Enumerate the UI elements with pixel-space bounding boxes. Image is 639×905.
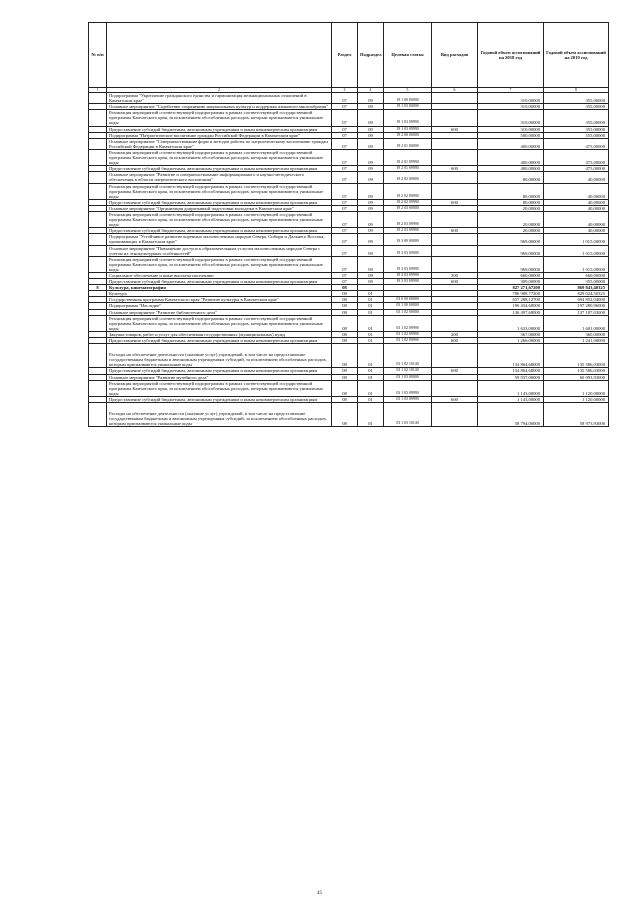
budget-table-page [88,22,608,427]
row-amount-2018: 1 266,00000 [478,338,544,344]
row-name: Реализация мероприятий соответствующей подпрограммы в рамках соответствующей государственной программы Камчатского края, за исключением обособленных расходов, которым присваиваются уникальные коды [107,315,332,331]
row-razdel: 07 [332,166,358,172]
row-amount-2019: 40,00000 [544,172,609,183]
row-amount-2019: 40,00000 [544,183,609,199]
row-target-article: 19 2 02 00000 [384,172,432,183]
row-amount-2018: 400,00000 [478,138,544,149]
row-target-article: 19 2 03 00000 [384,205,432,211]
row-expense-type: 600 [432,279,478,285]
row-name: Основное мероприятие "Совершенствование форм и методов работы по патриотическому воспитанию граждан Российской Федерации в Камчатском крае" [107,138,332,149]
row-amount-2019: 197 280,96000 [544,303,609,309]
row-target-article: 19 3 03 09990 [384,273,432,279]
row-number [89,110,107,126]
row-name: Предоставление субсидий бюджетным, автономным учреждениям и иным некоммерческим организациям [107,396,332,402]
row-number [89,344,107,368]
row-podrazdel: 09 [358,93,384,104]
row-podrazdel: 09 [358,183,384,199]
row-name: Основное мероприятие "Развитие библиотечного дела" [107,309,332,315]
row-target-article: 03 1 02 09990 [384,331,432,337]
row-amount-2019: 1 120,00000 [544,380,609,396]
row-number [89,172,107,183]
row-amount-2019: 694 852,04000 [544,297,609,303]
row-amount-2018: 400,00000 [478,149,544,165]
row-expense-type [432,93,478,104]
row-podrazdel: 09 [358,199,384,205]
header-target-article: Целевая статья [384,23,432,88]
row-target-article: 03 1 02 00000 [384,309,432,315]
row-podrazdel: 01 [358,368,384,374]
row-expense-type [432,315,478,331]
col-number: 1 [89,88,107,93]
row-podrazdel: 09 [358,132,384,138]
row-amount-2018: 1 633,00000 [478,315,544,331]
row-amount-2018: 969,00000 [478,234,544,245]
row-name: Государственная программа Камчатского края "Развитие культуры в Камчатском крае" [107,297,332,303]
row-podrazdel: 01 [358,291,384,297]
row-amount-2019: 1 120,00000 [544,396,609,402]
table-header-row [89,23,609,88]
row-razdel: 07 [332,234,358,245]
row-podrazdel: 09 [358,104,384,110]
row-name: Предоставление субсидий бюджетным, автономным учреждениям и иным некоммерческим организациям [107,228,332,234]
row-podrazdel: 01 [358,297,384,303]
row-expense-type: 600 [432,199,478,205]
table-row [89,245,609,256]
row-target-article: 03 1 02 10140 [384,344,432,368]
row-amount-2018: 20,00000 [478,205,544,211]
row-amount-2019: 40,00000 [544,199,609,205]
row-amount-2018: 136 497,68000 [478,309,544,315]
row-razdel: 08 [332,368,358,374]
row-podrazdel: 09 [358,228,384,234]
row-expense-type: 600 [432,126,478,132]
row-razdel: 08 [332,344,358,368]
row-target-article: 19 1 03 00000 [384,104,432,110]
row-amount-2019: 869 843,40325 [544,285,609,291]
table-row [89,344,609,368]
row-target-article: 03 1 00 00000 [384,303,432,309]
row-razdel: 07 [332,132,358,138]
row-name: Реализация мероприятий соответствующей подпрограммы в рамках соответствующей государственной программы Камчатского края, за исключением обособленных расходов, которым присваиваются уникальные коды [107,256,332,272]
row-target-article: 19 3 00 00000 [384,234,432,245]
row-name: Закупка товаров, работ и услуг для обеспечения государственных (муниципальных) нужд [107,331,332,337]
row-amount-2019: 660,00000 [544,273,609,279]
row-name: Реализация мероприятий соответствующей подпрограммы в рамках соответствующей государственной программы Камчатского края, за исключением обособленных расходов, которым присваиваются уникальные коды [107,110,332,126]
row-name: Предоставление субсидий бюджетным, автономным учреждениям и иным некоммерческим организациям [107,166,332,172]
row-target-article: 03 1 03 10140 [384,402,432,426]
row-amount-2018: 786 988,77200 [478,291,544,297]
row-number [89,149,107,165]
row-razdel: 08 [332,315,358,331]
row-amount-2019: 40,00000 [544,228,609,234]
row-number [89,93,107,104]
row-razdel: 08 [332,309,358,315]
page-number: 45 [317,891,322,896]
row-amount-2018: 500,00000 [478,132,544,138]
row-expense-type [432,380,478,396]
row-name: Основное мероприятие "Повышение доступа к образовательным услугам малочисленных народов Севера с учетом их этнокультурных особенностей" [107,245,332,256]
row-expense-type: 600 [432,228,478,234]
row-amount-2019: 355,00000 [544,104,609,110]
row-target-article: 19 1 03 09990 [384,110,432,126]
row-name: Предоставление субсидий бюджетным, автономным учреждениям и иным некоммерческим организациям [107,279,332,285]
row-target-article: 03 1 03 09990 [384,396,432,402]
row-amount-2018: 80,00000 [478,199,544,205]
row-amount-2019: 135 586,03000 [544,344,609,368]
header-razdel: Раздел [332,23,358,88]
row-amount-2018: 20,00000 [478,211,544,227]
row-amount-2018: 660,00000 [478,273,544,279]
col-number: 6 [432,88,478,93]
row-razdel: 07 [332,245,358,256]
row-amount-2019: 475,00000 [544,166,609,172]
header-podrazdel: Подраздел [358,23,384,88]
row-razdel: 07 [332,183,358,199]
row-amount-2018: 400,00000 [478,166,544,172]
row-name: Подпрограмма "Укрепление гражданского единства и гармонизация межнациональных отношений в Камчатском крае" [107,93,332,104]
row-expense-type [432,256,478,272]
row-podrazdel: 09 [358,126,384,132]
row-amount-2019: 40,00000 [544,205,609,211]
row-number [89,245,107,256]
row-name: Основное мероприятие "Содействие сохранению национальных культур и поддержка языкового многообразия" [107,104,332,110]
row-amount-2019: 60 093,93000 [544,374,609,380]
row-name: Предоставление субсидий бюджетным, автономным учреждениям и иным некоммерческим организациям [107,368,332,374]
row-amount-2018: 827 271,67200 [478,285,544,291]
row-name: Расходы на обеспечение деятельности (оказание услуг) учреждений, в том числе на предоставление государственным бюджетным и автономным учреждениям субсидий, за исключением обособленных расходов, которым присваиваются уникальные коды [107,344,332,368]
table-row [89,138,609,149]
row-amount-2018: 196 434,68000 [478,303,544,309]
row-podrazdel: 01 [358,374,384,380]
row-name: Реализация мероприятий соответствующей подпрограммы в рамках соответствующей государственной программы Камчатского края, за исключением обособленных расходов, которым присваиваются уникальные коды [107,149,332,165]
row-amount-2019: 58 973,93000 [544,402,609,426]
row-amount-2018: 310,00000 [478,104,544,110]
row-amount-2018: 59 937,00000 [478,374,544,380]
row-amount-2019: 355,00000 [544,126,609,132]
row-razdel: 07 [332,172,358,183]
row-podrazdel: 09 [358,256,384,272]
row-amount-2019: 475,00000 [544,149,609,165]
row-target-article: 03 1 03 00000 [384,374,432,380]
row-amount-2019: 135 586,03000 [544,368,609,374]
row-amount-2019: 829 024,50325 [544,291,609,297]
row-razdel: 08 [332,396,358,402]
row-name: Подпрограмма "Наследие" [107,303,332,309]
table-row [89,93,609,104]
table-row [89,211,609,227]
row-razdel: 07 [332,205,358,211]
row-podrazdel: 09 [358,110,384,126]
row-razdel: 07 [332,93,358,104]
row-amount-2019: 1 015,00000 [544,256,609,272]
col-number: 7 [478,88,544,93]
row-razdel: 08 [332,402,358,426]
table-row [89,149,609,165]
row-amount-2019: 360,00000 [544,331,609,337]
row-amount-2018: 969,00000 [478,256,544,272]
col-number: 4 [358,88,384,93]
row-razdel: 07 [332,228,358,234]
table-row [89,256,609,272]
col-number: 5 [384,88,432,93]
row-amount-2018: 1 143,00000 [478,380,544,396]
row-razdel: 08 [332,291,358,297]
row-podrazdel: 01 [358,338,384,344]
row-target-article: 19 1 00 00000 [384,93,432,104]
row-name: Предоставление субсидий бюджетным, автономным учреждениям и иным некоммерческим организациям [107,199,332,205]
row-amount-2019: 1 241,00000 [544,338,609,344]
col-number: 3 [332,88,358,93]
row-podrazdel: 09 [358,234,384,245]
row-name: Реализация мероприятий соответствующей подпрограммы в рамках соответствующей государственной программы Камчатского края, за исключением обособленных расходов, которым присваиваются уникальные коды [107,183,332,199]
row-podrazdel: 01 [358,396,384,402]
row-target-article: 19 2 02 09990 [384,199,432,205]
row-expense-type [432,245,478,256]
row-podrazdel: 09 [358,245,384,256]
row-podrazdel: 09 [358,211,384,227]
row-target-article: 19 3 03 00000 [384,245,432,256]
row-name: Реализация мероприятий соответствующей подпрограммы в рамках соответствующей государственной программы Камчатского края, за исключением обособленных расходов, которым присваиваются уникальные коды [107,211,332,227]
row-target-article: 03 0 00 00000 [384,297,432,303]
row-amount-2019: 1 015,00000 [544,234,609,245]
row-name: Основное мероприятие "Развитие и совершенствование информационного и научно-методического обеспечения в области патриотического воспитания" [107,172,332,183]
row-target-article: 19 1 03 09990 [384,126,432,132]
row-expense-type: 600 [432,338,478,344]
row-number [89,256,107,272]
row-podrazdel: 09 [358,138,384,149]
row-target-article: 03 1 03 09990 [384,380,432,396]
row-podrazdel: 01 [358,331,384,337]
row-target-article: 19 2 01 00000 [384,138,432,149]
row-podrazdel: 09 [358,172,384,183]
row-expense-type [432,172,478,183]
row-podrazdel: 09 [358,166,384,172]
row-target-article: 19 2 03 09990 [384,211,432,227]
row-name: Культура [107,291,332,297]
header-expense-type: Вид расходов [432,23,478,88]
row-name: Подпрограмма "Патриотическое воспитание граждан Российской Федерации в Камчатском крае" [107,132,332,138]
row-number [89,380,107,396]
row-amount-2019: 1 015,00000 [544,245,609,256]
row-podrazdel: 01 [358,402,384,426]
row-amount-2018: 969,00000 [478,245,544,256]
row-number [89,234,107,245]
row-number [89,138,107,149]
row-number [89,315,107,331]
row-amount-2019: 137 187,03000 [544,309,609,315]
row-name: Реализация мероприятий соответствующей подпрограммы в рамках соответствующей государственной программы Камчатского края, за исключением обособленных расходов, которым присваиваются уникальные коды [107,380,332,396]
row-razdel: 07 [332,149,358,165]
row-razdel: 07 [332,110,358,126]
row-target-article: 19 2 01 09990 [384,166,432,172]
row-number [89,402,107,426]
row-razdel: 08 [332,331,358,337]
row-expense-type [432,234,478,245]
row-expense-type: 600 [432,396,478,402]
row-name: Основное мероприятие "Развитие музейного дела" [107,374,332,380]
row-target-article: 19 2 00 00000 [384,132,432,138]
row-razdel: 07 [332,279,358,285]
row-podrazdel: 01 [358,309,384,315]
row-expense-type [432,402,478,426]
row-expense-type [432,138,478,149]
row-razdel: 07 [332,126,358,132]
row-razdel: 08 [332,380,358,396]
table-body [89,93,609,427]
row-razdel: 08 [332,374,358,380]
row-expense-type: 200 [432,331,478,337]
row-podrazdel: 09 [358,205,384,211]
row-amount-2018: 20,00000 [478,228,544,234]
row-amount-2018: 80,00000 [478,172,544,183]
row-podrazdel: 09 [358,273,384,279]
table-row [89,315,609,331]
row-razdel: 07 [332,104,358,110]
row-expense-type [432,211,478,227]
row-podrazdel: 09 [358,279,384,285]
row-amount-2018: 309,00000 [478,279,544,285]
row-name: Социальное обеспечение и иные выплаты населению [107,273,332,279]
header-name [107,23,332,88]
row-podrazdel: 01 [358,344,384,368]
row-amount-2018: 80,00000 [478,183,544,199]
row-name: Предоставление субсидий бюджетным, автономным учреждениям и иным некоммерческим организациям [107,338,332,344]
row-amount-2019: 475,00000 [544,138,609,149]
table-row [89,402,609,426]
row-expense-type: 600 [432,368,478,374]
row-amount-2018: 134 864,68000 [478,368,544,374]
row-amount-2018: 657 288,12700 [478,297,544,303]
row-name: Культура, кинематография [107,285,332,291]
row-name: Расходы на обеспечение деятельности (оказание услуг) учреждений, в том числе на предоставление государственным бюджетным и автономным учреждениям субсидий, за исключением обособленных расходов, которым присваиваются уникальные коды [107,402,332,426]
row-amount-2018: 310,00000 [478,110,544,126]
table-row [89,183,609,199]
row-target-article: 19 3 03 09990 [384,279,432,285]
row-razdel: 08 [332,338,358,344]
row-expense-type [432,183,478,199]
row-razdel: 07 [332,138,358,149]
row-amount-2019: 1 601,00000 [544,315,609,331]
row-target-article: 03 1 02 10140 [384,368,432,374]
row-amount-2019: 355,00000 [544,93,609,104]
row-amount-2018: 134 864,68000 [478,344,544,368]
row-amount-2018: 310,00000 [478,126,544,132]
row-number [89,211,107,227]
row-podrazdel: 01 [358,380,384,396]
col-number: 8 [544,88,609,93]
col-number: 2 [107,88,332,93]
row-name: Предоставление субсидий бюджетным, автономным учреждениям и иным некоммерческим организациям [107,126,332,132]
table-row [89,380,609,396]
table-row [89,172,609,183]
row-expense-type [432,149,478,165]
row-razdel: 07 [332,211,358,227]
row-razdel: 08 [332,297,358,303]
row-amount-2018: 58 794,00000 [478,402,544,426]
row-expense-type: 300 [432,273,478,279]
row-expense-type: 600 [432,166,478,172]
row-podrazdel: 09 [358,149,384,165]
row-amount-2018: 367,00000 [478,331,544,337]
header-2018: Годовой объем ассигнований на 2018 год [478,23,544,88]
row-razdel: 08 [332,303,358,309]
row-podrazdel: 01 [358,315,384,331]
row-number [89,183,107,199]
row-number: 8 [89,285,107,291]
header-num: № п/п [89,23,107,88]
row-target-article: 19 2 03 09990 [384,228,432,234]
header-2019: Годовой объем ассигнований на 2019 год [544,23,609,88]
row-target-article: 19 3 03 09990 [384,256,432,272]
table-row [89,234,609,245]
row-razdel: 08 [332,285,358,291]
row-target-article: 19 2 01 09990 [384,149,432,165]
row-amount-2018: 1 143,00000 [478,396,544,402]
row-target-article: 19 2 02 09990 [384,183,432,199]
row-razdel: 07 [332,273,358,279]
row-amount-2019: 555,00000 [544,132,609,138]
row-expense-type [432,110,478,126]
row-expense-type [432,344,478,368]
table-row [89,110,609,126]
row-razdel: 07 [332,199,358,205]
row-target-article: 03 1 02 09990 [384,338,432,344]
row-podrazdel: 01 [358,303,384,309]
row-amount-2019: 355,00000 [544,279,609,285]
budget-table [88,22,609,427]
row-name: Основное мероприятие "Организация допризывной подготовки молодежи в Камчатском крае" [107,205,332,211]
row-amount-2018: 310,00000 [478,93,544,104]
row-name: Подпрограмма "Устойчивое развитие коренных малочисленных народов Севера, Сибири и Дальнего Востока, проживающих в Камчатском крае" [107,234,332,245]
row-amount-2019: 40,00000 [544,211,609,227]
row-razdel: 07 [332,256,358,272]
row-target-article: 03 1 02 09990 [384,315,432,331]
row-amount-2019: 355,00000 [544,110,609,126]
